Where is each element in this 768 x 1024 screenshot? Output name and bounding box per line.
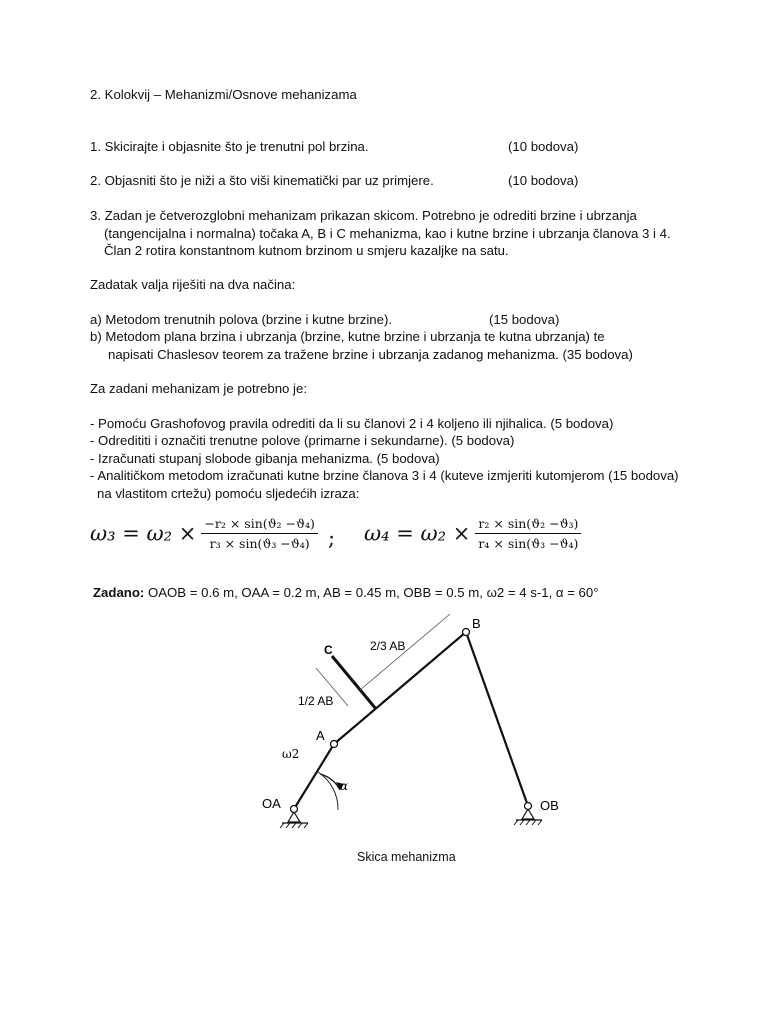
method-b-line-2: napisati Chaslesov teorem za tražene brzine i ubrzanja zadanog mehanizma. (35 bodova) <box>108 347 633 362</box>
given-values-text: OAOB = 0.6 m, OAA = 0.2 m, AB = 0.45 m, OBB = 0.5 m, ω2 = 4 s-1, α = 60° <box>147 585 599 600</box>
label-a: A <box>316 728 325 743</box>
formula-separator <box>328 526 335 550</box>
task-3-line-3: Član 2 rotira konstantnom kutnom brzinom u smjeru kazaljke na satu. <box>104 243 509 258</box>
label-oa: OA <box>262 796 281 811</box>
mechanism-sketch <box>260 612 580 842</box>
bullet-1: - Pomoću Grashofovog pravila odrediti da li su članovi 2 i 4 koljeno ili njihalica. (5 bodova) <box>90 416 614 431</box>
label-c: C <box>324 643 333 657</box>
omega3-denominator: r₃ × sin(ϑ₃ −ϑ₄) <box>209 536 310 551</box>
method-a-text: a) Metodom trenutnih polova (brzine i kutne brzine). <box>90 312 392 327</box>
omega4-formula <box>364 516 581 551</box>
task-1-text: 1. Skicirajte i objasnite što je trenutni pol brzina. <box>90 139 369 154</box>
omega4-numerator: r₂ × sin(ϑ₂ −ϑ₃) <box>475 516 581 534</box>
label-two-thirds-ab: 2/3 AB <box>370 639 406 653</box>
given-label: Zadano: <box>93 585 145 600</box>
label-b: B <box>472 616 481 631</box>
method-a-points: (15 bodova) <box>489 312 560 327</box>
method-b-line-1: b) Metodom plana brzina i ubrzanja (brzine, kutne brzine i ubrzanja te kutna ubrzanja) te <box>90 329 605 344</box>
task-2-text: 2. Objasniti što je niži a što viši kinematički par uz primjere. <box>90 173 434 188</box>
omega4-fraction <box>475 516 581 551</box>
joint-a <box>331 741 338 748</box>
document-heading: 2. Kolokvij – Mehanizmi/Osnove mehanizama <box>90 87 357 102</box>
bullet-2: - Odredititi i označiti trenutne polove (primarne i sekundarne). (5 bodova) <box>90 433 515 448</box>
two-ways-text: Zadatak valja riješiti na dva načina: <box>90 277 296 292</box>
task-3-line-2: (tangencijalna i normalna) točaka A, B i C mehanizma, kao i kutne brzine i ubrzanja članova 3 i 4. <box>104 226 671 241</box>
required-heading: Za zadani mehanizam je potrebno je: <box>90 381 307 396</box>
given-values <box>93 585 599 600</box>
bullet-3: - Izračunati stupanj slobode gibanja mehanizma. (5 bodova) <box>90 451 440 466</box>
bullet-4-continued: na vlastitom crtežu) pomoću sljedećih izraza: <box>97 486 360 501</box>
omega2-arrow <box>320 774 340 790</box>
joint-oa <box>291 806 298 813</box>
label-half-ab: 1/2 AB <box>298 694 334 708</box>
omega3-fraction <box>201 516 317 551</box>
omega4-denominator: r₄ × sin(ϑ₃ −ϑ₄) <box>478 536 579 551</box>
sketch-caption: Skica mehanizma <box>357 850 456 864</box>
ground-support-oa <box>280 812 308 828</box>
link-b-ob <box>466 632 528 806</box>
ground-support-ob <box>514 809 542 825</box>
link-oa-a <box>294 744 334 809</box>
label-omega2: ω2 <box>282 747 300 761</box>
bullet-4: - Analitičkom metodom izračunati kutne brzine članova 3 i 4 (kuteve izmjeriti kutomjerom (15 bodova) <box>90 468 679 483</box>
label-ob: OB <box>540 798 559 813</box>
task-1-points: (10 bodova) <box>508 139 579 154</box>
joint-ob <box>525 803 532 810</box>
task-2-points: (10 bodova) <box>508 173 579 188</box>
omega3-numerator: −r₂ × sin(ϑ₂ −ϑ₄) <box>201 516 317 534</box>
label-alpha: α <box>340 779 349 793</box>
task-3-line-1: 3. Zadan je četverozglobni mehanizam prikazan skicom. Potrebno je odrediti brzine i ubrzanja <box>90 208 637 223</box>
separator-text: ; <box>328 526 336 550</box>
omega4-lhs: ω₄ = ω₂ × <box>364 521 471 546</box>
omega3-lhs: ω₃ = ω₂ × <box>90 521 197 546</box>
omega3-formula <box>90 516 318 551</box>
joint-b <box>463 629 470 636</box>
